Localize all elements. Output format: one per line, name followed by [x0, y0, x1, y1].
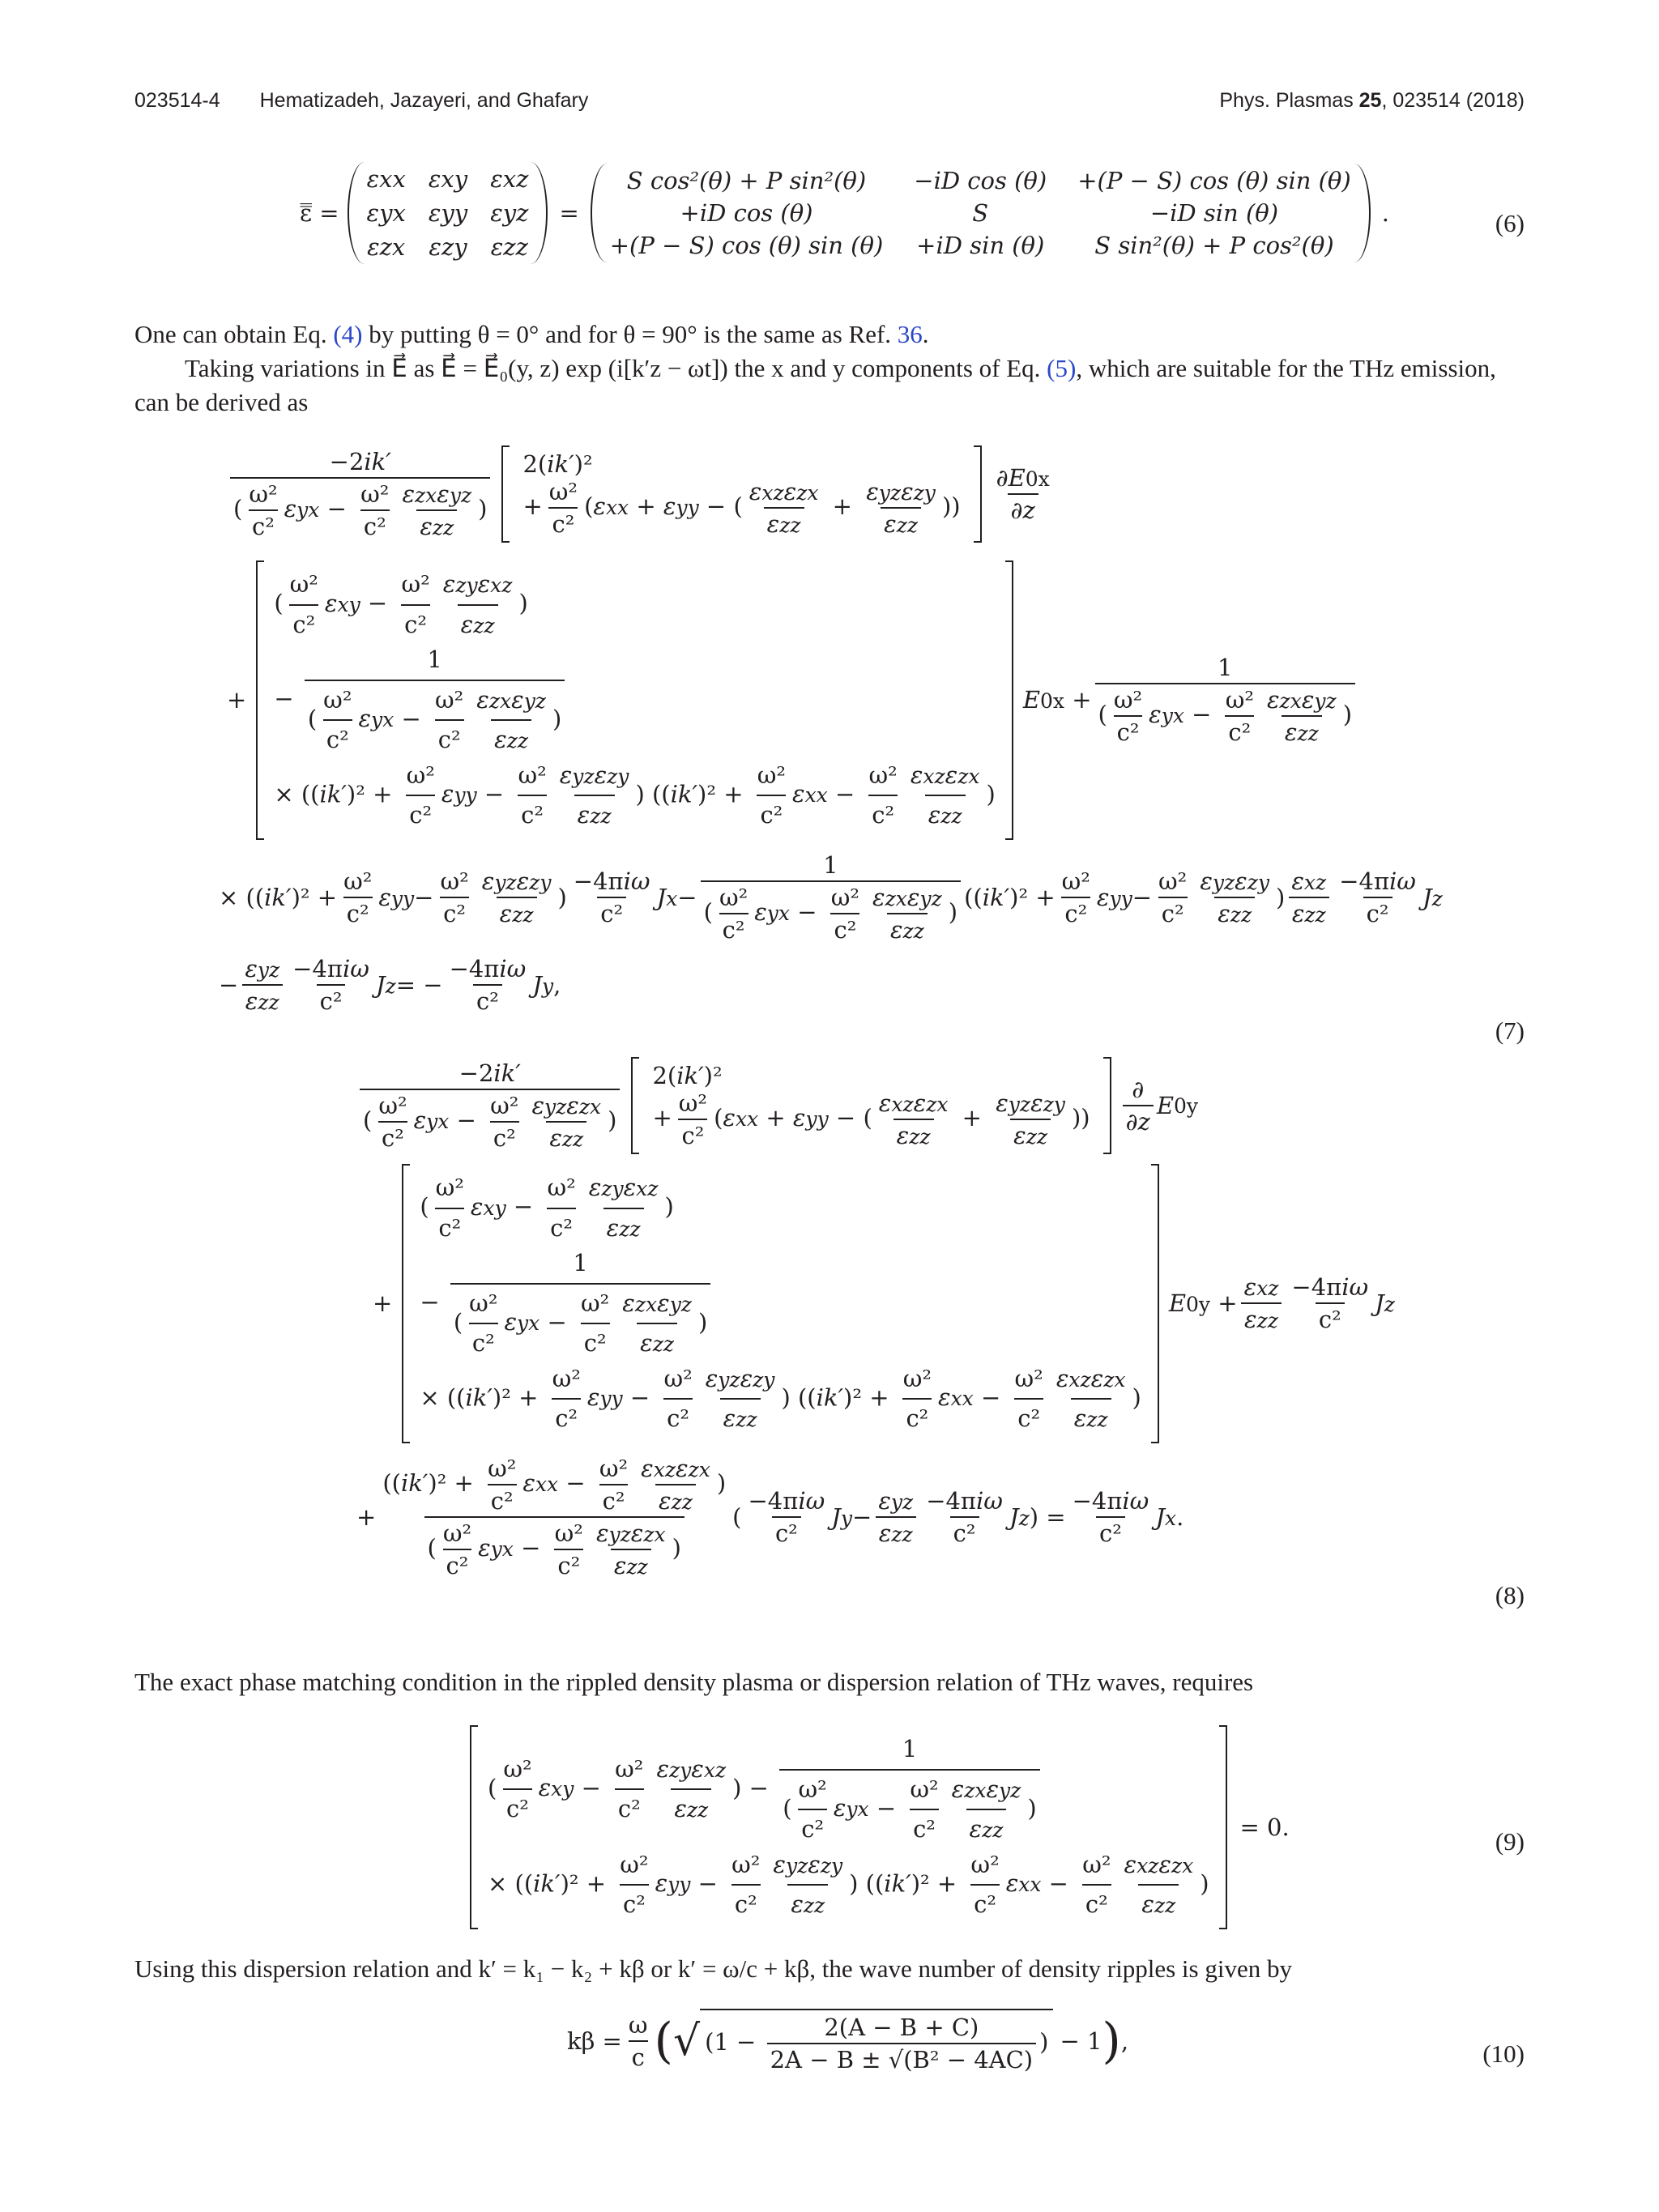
- matrix-cell: S sin²(θ) + P cos²(θ): [1094, 232, 1334, 259]
- equation-link[interactable]: (4): [333, 320, 363, 348]
- text-run: Taking variations in E⃗ as E⃗ = E⃗₀(y, z) exp (i[k′z − ωt]) the x and y components of Eq.: [185, 354, 1047, 382]
- matrix-cell: εxx: [366, 165, 406, 193]
- matrix-cell: εzy: [429, 233, 467, 261]
- eq6-lhs: ε̿ =: [300, 199, 339, 227]
- equation-10: kβ = $\frac{\omega}{c}$ ( √ (1 − $\frac{2(A - B + C)}{\text{2A − B ± √(B² − 4AC)}}$ ) − 1 ) ,: [567, 2009, 1128, 2073]
- text-run: , which are suitable for the THz emission, can be derived as: [134, 354, 1496, 416]
- paragraph-3: The exact phase matching condition in the rippled density plasma or dispersion relation of THz waves, requires: [134, 1668, 1254, 1696]
- reference-link[interactable]: 36: [897, 320, 923, 348]
- header-citation: [1219, 89, 1525, 113]
- matrix-cell: +iD cos (θ): [680, 199, 813, 227]
- eq9-rhs: = 0.: [1239, 1813, 1290, 1841]
- journal-name: Phys. Plasmas: [1219, 89, 1354, 112]
- matrix-cell: S cos²(θ) + P sin²(θ): [626, 167, 867, 194]
- eq10-comma: ,: [1120, 2027, 1129, 2055]
- matrix-cell: +(P − S) cos (θ) sin (θ): [1077, 167, 1351, 194]
- eq10-lhs: kβ =: [567, 2027, 622, 2055]
- text-run: by putting θ = 0° and for θ = 90° is the same as Ref.: [362, 320, 898, 348]
- equation-8: −2ik′ ( $\frac{\text{ω²}}{\text{c²}}$ εyx − $\frac{\text{ω²}}{\text{c²}}$ $\frac{\text{εyzεzx}}{\text{εzz}}$ ) 2(ik′)² + $\frac{\text{ω²}}{\text{c²}}$ (εxx + εyy − ( $\frac{\text{εxzεzx}}{\text{εzz}}$ + $\frac{\text{εyzεzy}}{\text{εzz}}$ )) $\frac{\partial}{\partial z}$ E 0y + ( $\frac{\text{ω²}}{\text{c²}}$ εxy − $\frac{\text{ω²}}{\text{c²}}$ $\frac{\text{εzyεxz}}{\text{εzz}}$ ) − 1 ( $\frac{\text{ω²}}{\text{c²}}$ εyx − $\frac{\text{ω²}}{\text{c²}}$ $\frac{\text{εzxεyz}}{\text{εzz}}$ ) × ((ik′)² + $\frac{\text{ω²}}{\text{c²}}$ εyy − $\frac{\text{ω²}}{\text{c²}}$ $\frac{\text{εyzεzy}}{\text{εzz}}$ ) ((ik′)² + $\frac{\text{ω²}}{\text{c²}}$ εxx − $\frac{\text{ω²}}{\text{c²}}$ $\frac{\text{εxzεzx}}{\text{εzz}}$ ) E0y + $\frac{\text{εxz}}{\text{εzz}}$ $\frac{\text{−4πiω}}{\text{c²}}$ Jz + ((ik′)² + $\frac{\text{ω²}}{\text{c²}}$ εxx − $\frac{\text{ω²}}{\text{c²}}$ $\frac{\text{εxzεzx}}{\text{εzz}}$ ) ( $\frac{\text{ω²}}{\text{c²}}$ εyx − $\frac{\text{ω²}}{\text{c²}}$ $\frac{\text{εyzεzx}}{\text{εzz}}$ ) ( $\frac{\text{−4πiω}}{\text{c²}}$ Jy − $\frac{\text{εyz}}{\text{εzz}}$ $\frac{\text{−4πiω}}{\text{c²}}$ Jz ) = $\frac{\text{−4πiω}}{\text{c²}}$ Jx .: [356, 1057, 1491, 1579]
- eps-matrix: [348, 162, 548, 264]
- rhs-matrix: [591, 164, 1371, 262]
- eq6-period: .: [1381, 199, 1389, 227]
- sqrt-radical: √ (1 − $\frac{2(A - B + C)}{\text{2A − B ± √(B² − 4AC)}}$ ): [673, 2009, 1054, 2073]
- eq10-prefactor-num: ω: [628, 2011, 648, 2039]
- equation-7: −2ik′ ( $\frac{\text{ω²}}{\text{c²}}$ εyx − $\frac{\text{ω²}}{\text{c²}}$ $\frac{\text{εzxεyz}}{\text{εzz}}$ ) 2(ik′)² + $\frac{\text{ω²}}{\text{c²}}$ (εxx + εyy − ( $\frac{\text{εxzεzx}}{\text{εzz}}$ + $\frac{\text{εyzεzy}}{\text{εzz}}$ )) $\frac{\partial E0x}{\partial z}$ + ( $\frac{\text{ω²}}{\text{c²}}$ εxy − $\frac{\text{ω²}}{\text{c²}}$ $\frac{\text{εzyεxz}}{\text{εzz}}$ ) − 1 ( $\frac{\text{ω²}}{\text{c²}}$ εyx − $\frac{\text{ω²}}{\text{c²}}$ $\frac{\text{εzxεyz}}{\text{εzz}}$ ) × ((ik′)² + $\frac{\text{ω²}}{\text{c²}}$ εyy − $\frac{\text{ω²}}{\text{c²}}$ $\frac{\text{εyzεzy}}{\text{εzz}}$ ) ((ik′)² + $\frac{\text{ω²}}{\text{c²}}$ εxx − $\frac{\text{ω²}}{\text{c²}}$ $\frac{\text{εxzεzx}}{\text{εzz}}$ ) E0x + 1 ( $\frac{\text{ω²}}{\text{c²}}$ εyx − $\frac{\text{ω²}}{\text{c²}}$ $\frac{\text{εzxεyz}}{\text{εzz}}$ ) × (( ik′ )² + $\frac{\text{ω²}}{\text{c²}}$ εyy − $\frac{\text{ω²}}{\text{c²}}$ $\frac{\text{εyzεzy}}{\text{εzz}}$ ) $\frac{\text{−4πiω}}{\text{c²}}$ Jx − 1 ( $\frac{\text{ω²}}{\text{c²}}$ εyx − $\frac{\text{ω²}}{\text{c²}}$ $\frac{\text{εzxεyz}}{\text{εzz}}$ ) (( ik′ )² + $\frac{\text{ω²}}{\text{c²}}$ εyy − $\frac{\text{ω²}}{\text{c²}}$ $\frac{\text{εyzεzy}}{\text{εzz}}$ ) $\frac{\text{εxz}}{\text{εzz}}$ $\frac{\text{−4πiω}}{\text{c²}}$ Jz − $\frac{\text{εyz}}{\text{εzz}}$ $\frac{\text{−4πiω}}{\text{c²}}$ Jz = − $\frac{\text{−4πiω}}{\text{c²}}$ Jy ,: [227, 437, 1523, 1015]
- volume: 25: [1358, 89, 1382, 112]
- matrix-cell: εyz: [490, 199, 529, 227]
- matrix-cell: −iD sin (θ): [1149, 199, 1279, 227]
- matrix-cell: εzz: [490, 233, 528, 261]
- eq10-inner-den: 2A − B ± √(B² − 4AC): [767, 2043, 1037, 2073]
- text-run: One can obtain Eq.: [134, 320, 334, 348]
- eq7-number: (7): [1495, 1016, 1525, 1045]
- matrix-cell: εzx: [367, 233, 406, 261]
- matrix-cell: −iD cos (θ): [914, 167, 1047, 194]
- equation-9: ( $\frac{\text{ω²}}{\text{c²}}$ εxy − $\frac{\text{ω²}}{\text{c²}}$ $\frac{\text{εzyεxz}}{\text{εzz}}$ ) − 1 ( $\frac{\text{ω²}}{\text{c²}}$ εyx − $\frac{\text{ω²}}{\text{c²}}$ $\frac{\text{εzxεyz}}{\text{εzz}}$ ) × ((ik′)² + $\frac{\text{ω²}}{\text{c²}}$ εyy − $\frac{\text{ω²}}{\text{c²}}$ $\frac{\text{εyzεzy}}{\text{εzz}}$ ) ((ik′)² + $\frac{\text{ω²}}{\text{c²}}$ εxx − $\frac{\text{ω²}}{\text{c²}}$ $\frac{\text{εxzεzx}}{\text{εzz}}$ ) = 0.: [470, 1725, 1290, 1929]
- matrix-cell: +iD sin (θ): [916, 232, 1045, 259]
- matrix-cell: +(P − S) cos (θ) sin (θ): [609, 232, 884, 259]
- running-header: [134, 89, 1525, 121]
- eq9-number: (9): [1495, 1827, 1525, 1856]
- matrix-cell: εyy: [428, 199, 468, 227]
- matrix-cell: εxy: [428, 165, 468, 193]
- matrix-cell: εxz: [490, 165, 529, 193]
- article-number: 023514-4: [134, 89, 220, 112]
- equation-6: ε̿ = εxx εxy εxz εyx εyy εyz εzx εzy εzz = S cos²(θ) + P sin²(θ) −iD cos (θ) +(P − S) cos (θ) sin (θ) +iD cos (θ) S −iD sin (θ) +(P − S) cos (θ) sin (θ) +iD sin (θ) S sin²(θ) + P cos²(θ) .: [300, 162, 1389, 264]
- authors: Hematizadeh, Jazayeri, and Ghafary: [259, 89, 589, 112]
- eq10-inner-num: 2(A − B + C): [824, 2014, 979, 2041]
- matrix-cell: εyx: [366, 199, 406, 227]
- paragraph-1: [134, 318, 1525, 352]
- text-run: .: [922, 320, 929, 348]
- header-left: [134, 89, 588, 113]
- citation-rest: , 023514 (2018): [1381, 89, 1525, 112]
- eq10-number: (10): [1482, 2039, 1525, 2068]
- eq6-number: (6): [1495, 209, 1525, 237]
- eq8-number: (8): [1495, 1581, 1525, 1609]
- matrix-cell: S: [972, 199, 989, 227]
- paragraph-2: [134, 352, 1525, 420]
- eq10-prefactor-den: c: [629, 2040, 648, 2071]
- equation-link[interactable]: (5): [1047, 354, 1077, 382]
- paragraph-4: Using this dispersion relation and k′ = k₁ − k₂ + kβ or k′ = ω/c + kβ, the wave number of density ripples is given by: [134, 1954, 1292, 1983]
